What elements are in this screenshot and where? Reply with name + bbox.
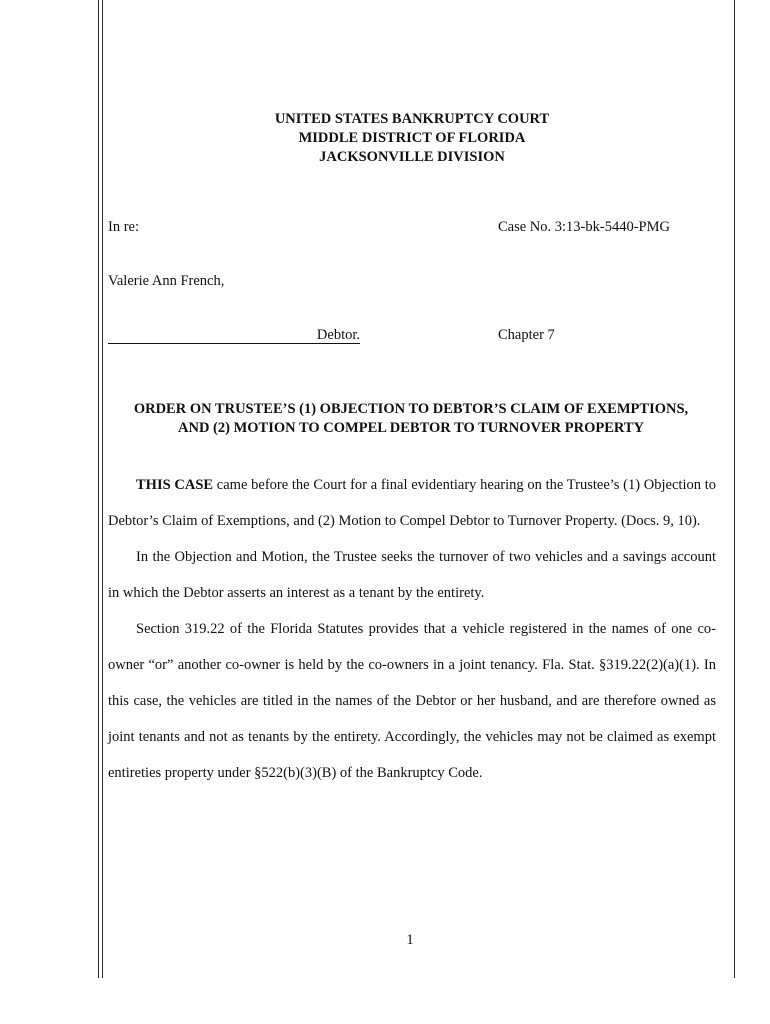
order-title-line-1: ORDER ON TRUSTEE’S (1) OBJECTION TO DEBTOR’S CLAIM OF EXEMPTIONS, bbox=[133, 401, 689, 417]
right-margin-rule bbox=[734, 0, 735, 978]
court-header bbox=[110, 110, 714, 167]
page-number: 1 bbox=[406, 932, 414, 948]
debtor-signature-line bbox=[108, 327, 360, 344]
paragraph-2: In the Objection and Motion, the Trustee seeks the turnover of two vehicles and a savings account in which the Debtor asserts an interest as a tenant by the entirety. bbox=[108, 549, 716, 601]
in-re-label: In re: bbox=[108, 219, 139, 235]
order-body bbox=[108, 467, 716, 791]
paragraph-1-lead: THIS CASE bbox=[136, 477, 214, 493]
court-division: JACKSONVILLE DIVISION bbox=[319, 149, 505, 165]
order-title bbox=[108, 400, 714, 438]
left-margin-rule-inner bbox=[102, 0, 103, 978]
case-number: Case No. 3:13-bk-5440-PMG bbox=[498, 219, 670, 235]
court-district: MIDDLE DISTRICT OF FLORIDA bbox=[298, 130, 526, 146]
court-name: UNITED STATES BANKRUPTCY COURT bbox=[274, 111, 550, 127]
order-title-line-2: AND (2) MOTION TO COMPEL DEBTOR TO TURNOVER PROPERTY bbox=[178, 420, 644, 436]
paragraph-1-text: came before the Court for a final evidentiary hearing on the Trustee’s (1) Objection to Debtor’s Claim of Exemptions, and (2) Motion to Compel Debtor to Turnover Property. (Docs. 9, 10). bbox=[108, 477, 716, 529]
paragraph-3: Section 319.22 of the Florida Statutes provides that a vehicle registered in the names of one co-owner “or” another co-owner is held by the co-owners in a joint tenancy. Fla. Stat. §319.22(2)(a)(1). In this case, the vehicles are titled in the names of the Debtor or her husband, and are therefore owned as joint tenants and not as tenants by the entirety. Accordingly, the vehicles may not be claimed as exempt entireties property under §522(b)(3)(B) of the Bankruptcy Code. bbox=[108, 621, 716, 781]
debtor-label: Debtor. bbox=[316, 327, 360, 343]
debtor-name: Valerie Ann French, bbox=[108, 273, 225, 289]
left-margin-rule bbox=[98, 0, 99, 978]
paragraph-1 bbox=[108, 467, 716, 539]
chapter-label: Chapter 7 bbox=[498, 327, 555, 343]
